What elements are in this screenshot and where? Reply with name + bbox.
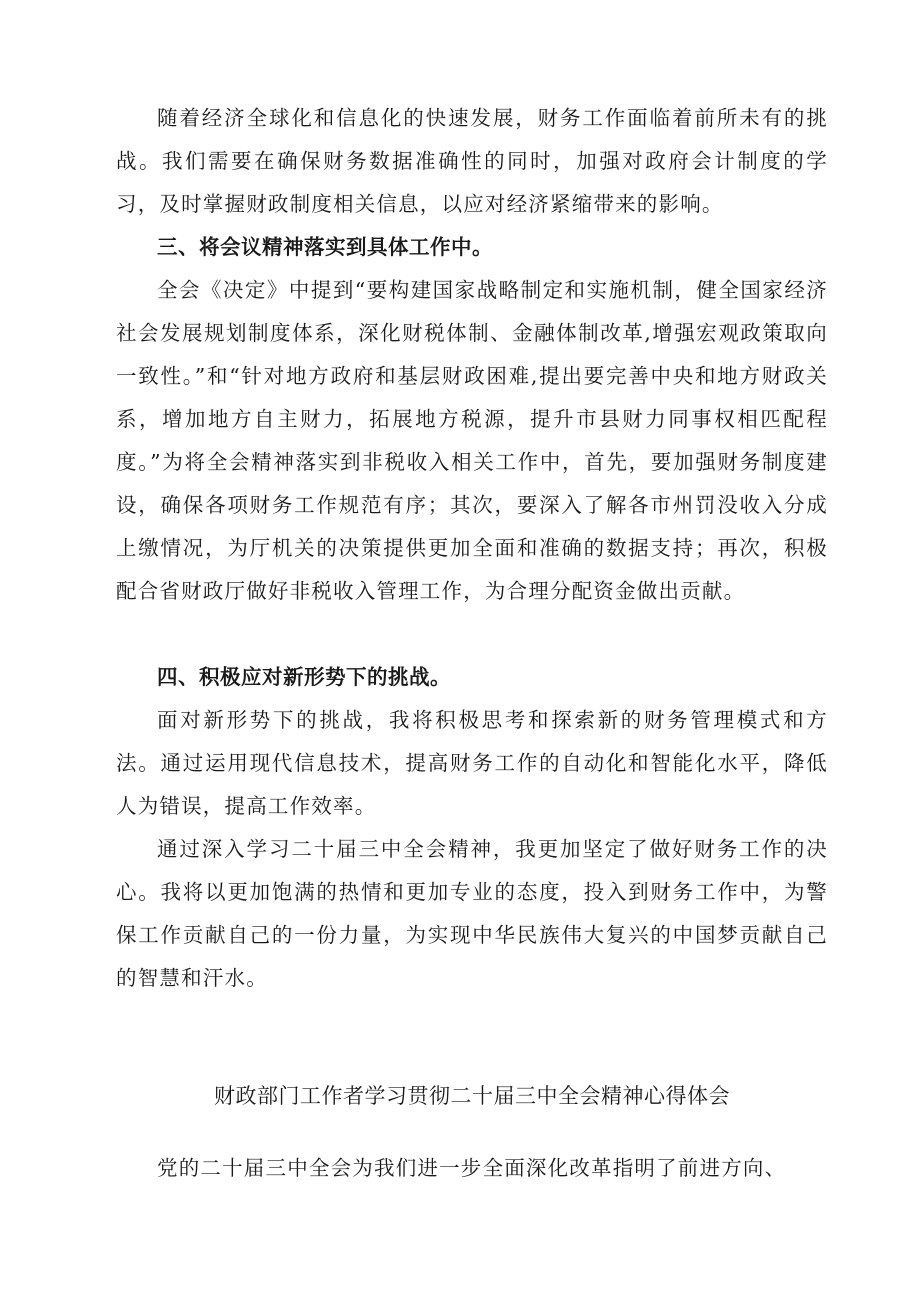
section-four <box>116 656 828 1000</box>
section-heading-four: 四、积极应对新形势下的挑战。 <box>157 665 451 689</box>
paragraph-new-situation: 面对新形势下的挑战，我将积极思考和探索新的财务管理模式和方法。通过运用现代信息技术，提高财务工作的自动化和智能化水平，降低人为错误，提高工作效率。 <box>116 708 828 818</box>
article-body <box>116 1147 828 1190</box>
section-heading-three: 三、将会议精神落实到具体工作中。 <box>157 235 493 259</box>
article-title: 财政部门工作者学习贯彻二十届三中全会精神心得体会 <box>214 1084 730 1108</box>
section-intro <box>116 97 828 226</box>
section-three <box>116 226 828 613</box>
paragraph-conclusion: 通过深入学习二十届三中全会精神，我更加坚定了做好财务工作的决心。我将以更加饱满的热情和更加专业的态度，投入到财务工作中，为警保工作贡献自己的一份力量，为实现中华民族伟大复兴的中国梦贡献自己的智慧和汗水。 <box>116 837 828 990</box>
paragraph-challenges: 随着经济全球化和信息化的快速发展，财务工作面临着前所未有的挑战。我们需要在确保财务数据准确性的同时，加强对政府会计制度的学习，及时掌握财政制度相关信息，以应对经济紧缩带来的影响。 <box>116 106 828 216</box>
paragraph-decision: 全会《决定》中提到“要构建国家战略制定和实施机制，健全国家经济社会发展规划制度体系，深化财税体制、金融体制改革,增强宏观政策取向一致性。”和“针对地方政府和基层财政困难,提出要完善中央和地方财政关系，增加地方自主财力，拓展地方税源，提升市县财力同事权相匹配程度。”为将全会精神落实到非税收入相关工作中，首先，要加强财务制度建设，确保各项财务工作规范有序；其次，要深入了解各市州罚没收入分成上缴情况，为厅机关的决策提供更加全面和准确的数据支持；再次，积极配合省财政厅做好非税收入管理工作，为合理分配资金做出贡献。 <box>116 278 828 603</box>
paragraph-article-opening: 党的二十届三中全会为我们进一步全面深化改革指明了前进方向、 <box>157 1156 787 1180</box>
